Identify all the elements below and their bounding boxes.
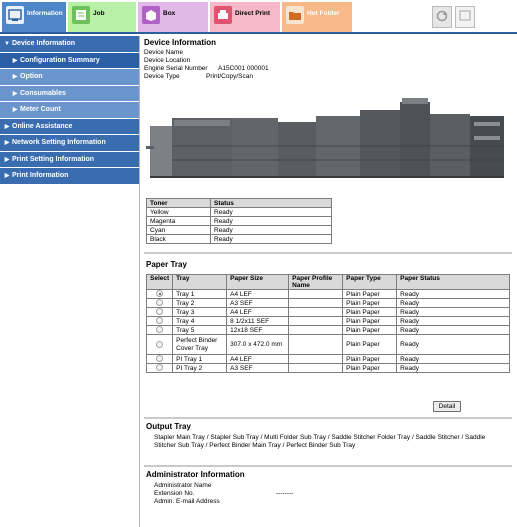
chevron-right-icon: ▶ bbox=[4, 123, 10, 130]
tray-paper-size: 8 1/2x11 SEF bbox=[227, 317, 289, 326]
tray-name: Tray 3 bbox=[173, 308, 227, 317]
extension-no-value: -------- bbox=[276, 490, 294, 497]
sidebar-item-label: Print Setting Information bbox=[12, 155, 95, 163]
tray-paper-status: Ready bbox=[397, 317, 510, 326]
tray-paper-size: A4 LEF bbox=[227, 355, 289, 364]
tray-paper-size: A3 SEF bbox=[227, 299, 289, 308]
sidebar-item-label: Device Information bbox=[12, 40, 76, 48]
help-icon bbox=[458, 9, 472, 26]
toner-color: Yellow bbox=[147, 208, 211, 217]
divider bbox=[144, 417, 512, 419]
sidebar-item-label: Print Information bbox=[12, 172, 69, 180]
table-header-row bbox=[147, 199, 332, 208]
device-info-list bbox=[144, 49, 512, 81]
table-row bbox=[147, 308, 510, 317]
tray-paper-size: 12x18 SEF bbox=[227, 326, 289, 335]
divider bbox=[144, 465, 512, 467]
sidebar-item-meter-count[interactable] bbox=[0, 102, 139, 119]
table-row bbox=[147, 235, 332, 244]
tray-paper-size: 307.0 x 472.0 mm bbox=[227, 335, 289, 355]
tab-direct-print-label: Direct Print bbox=[235, 10, 271, 17]
tray-paper-profile bbox=[289, 299, 343, 308]
tab-job-label: Job bbox=[93, 10, 105, 17]
tray-select-radio[interactable] bbox=[156, 290, 163, 297]
paper-tray-title: Paper Tray bbox=[146, 260, 187, 269]
paper-size-header: Paper Size bbox=[227, 275, 289, 290]
tab-information-label: Information bbox=[27, 10, 63, 17]
toner-table bbox=[146, 198, 332, 244]
chevron-down-icon: ▼ bbox=[4, 40, 10, 47]
device-type-key: Device Type bbox=[144, 73, 180, 80]
table-row bbox=[147, 226, 332, 235]
tray-paper-status: Ready bbox=[397, 364, 510, 373]
tray-paper-type: Plain Paper bbox=[343, 355, 397, 364]
tray-select-radio[interactable] bbox=[156, 364, 163, 371]
tab-box[interactable] bbox=[138, 2, 208, 32]
tray-paper-type: Plain Paper bbox=[343, 299, 397, 308]
toner-header: Toner bbox=[147, 199, 211, 208]
main-content bbox=[144, 38, 512, 524]
tray-paper-type: Plain Paper bbox=[343, 317, 397, 326]
toner-color: Magenta bbox=[147, 217, 211, 226]
tray-paper-type: Plain Paper bbox=[343, 326, 397, 335]
tray-paper-status: Ready bbox=[397, 335, 510, 355]
job-icon bbox=[72, 6, 90, 24]
toner-color: Cyan bbox=[147, 226, 211, 235]
tab-information[interactable] bbox=[2, 2, 66, 32]
toner-status: Ready bbox=[211, 235, 332, 244]
tray-select-radio[interactable] bbox=[156, 317, 163, 324]
tray-name: Tray 1 bbox=[173, 290, 227, 299]
tray-paper-status: Ready bbox=[397, 326, 510, 335]
table-row bbox=[147, 299, 510, 308]
admin-info-row bbox=[154, 498, 293, 506]
tray-name: PI Tray 1 bbox=[173, 355, 227, 364]
device-info-row bbox=[144, 57, 512, 65]
administrator-name-key: Administrator Name bbox=[154, 482, 212, 489]
chevron-right-icon: ▶ bbox=[12, 107, 18, 114]
chevron-right-icon: ▶ bbox=[4, 156, 10, 163]
table-row bbox=[147, 355, 510, 364]
table-row bbox=[147, 208, 332, 217]
help-button[interactable] bbox=[455, 6, 475, 28]
refresh-button[interactable] bbox=[432, 6, 452, 28]
paper-tray-table bbox=[146, 274, 510, 373]
status-header: Status bbox=[211, 199, 332, 208]
device-location-key: Device Location bbox=[144, 57, 191, 64]
detail-button[interactable]: Detail bbox=[433, 401, 461, 412]
paper-status-header: Paper Status bbox=[397, 275, 510, 290]
chevron-right-icon: ▶ bbox=[12, 57, 18, 64]
admin-info-row bbox=[154, 482, 293, 490]
tray-name: Tray 5 bbox=[173, 326, 227, 335]
page-title: Device Information bbox=[144, 38, 217, 47]
tray-name: Tray 4 bbox=[173, 317, 227, 326]
information-icon bbox=[6, 6, 24, 24]
sidebar-item-option[interactable] bbox=[0, 69, 139, 86]
tray-select-radio[interactable] bbox=[156, 308, 163, 315]
divider bbox=[144, 252, 512, 254]
tab-hot-folder[interactable] bbox=[282, 2, 352, 32]
tray-select-radio[interactable] bbox=[156, 341, 163, 348]
paper-type-header: Paper Type bbox=[343, 275, 397, 290]
device-type-value: Print/Copy/Scan bbox=[206, 73, 253, 80]
tray-paper-type: Plain Paper bbox=[343, 290, 397, 299]
tray-select-radio[interactable] bbox=[156, 299, 163, 306]
toner-status: Ready bbox=[211, 208, 332, 217]
sidebar bbox=[0, 36, 140, 527]
select-header: Select bbox=[147, 275, 173, 290]
table-row bbox=[147, 290, 510, 299]
tray-paper-profile bbox=[289, 364, 343, 373]
sidebar-item-print-information[interactable] bbox=[0, 168, 139, 185]
tray-select-radio[interactable] bbox=[156, 326, 163, 333]
extension-no-key: Extension No. bbox=[154, 490, 195, 497]
table-row bbox=[147, 217, 332, 226]
tray-paper-profile bbox=[289, 290, 343, 299]
toner-status: Ready bbox=[211, 217, 332, 226]
engine-serial-key: Engine Serial Number bbox=[144, 65, 208, 72]
engine-serial-value: A15C001 000001 bbox=[218, 65, 269, 72]
table-row bbox=[147, 317, 510, 326]
sidebar-item-label: Consumables bbox=[20, 89, 66, 97]
sidebar-item-label: Configuration Summary bbox=[20, 56, 100, 64]
tray-name: PI Tray 2 bbox=[173, 364, 227, 373]
tab-box-label: Box bbox=[163, 10, 176, 17]
tray-paper-type: Plain Paper bbox=[343, 308, 397, 317]
tray-paper-size: A4 LEF bbox=[227, 308, 289, 317]
output-tray-list: Stapler Main Tray / Stapler Sub Tray / Multi Folder Sub Tray / Saddle Stitcher Folder Tray / Saddle Stitcher / Saddle Stitcher Sub Tray / Perfect Binder Main Tray / Perfect Binder Sub Tray bbox=[154, 434, 486, 449]
tab-hot-folder-label: Hot Folder bbox=[307, 10, 340, 17]
refresh-icon bbox=[435, 9, 449, 26]
tray-paper-profile bbox=[289, 326, 343, 335]
chevron-right-icon: ▶ bbox=[4, 173, 10, 180]
top-tab-bar bbox=[0, 0, 517, 34]
tray-paper-size: A3 SEF bbox=[227, 364, 289, 373]
paper-profile-name-header: Paper Profile Name bbox=[289, 275, 343, 290]
admin-info-row bbox=[154, 490, 293, 498]
sidebar-item-label: Online Assistance bbox=[12, 122, 73, 130]
administrator-info-list bbox=[154, 482, 293, 506]
chevron-right-icon: ▶ bbox=[12, 74, 18, 81]
sidebar-item-label: Network Setting Information bbox=[12, 139, 106, 147]
tray-paper-type: Plain Paper bbox=[343, 364, 397, 373]
tray-paper-status: Ready bbox=[397, 299, 510, 308]
tray-paper-status: Ready bbox=[397, 290, 510, 299]
tray-paper-type: Plain Paper bbox=[343, 335, 397, 355]
tab-job[interactable] bbox=[68, 2, 136, 32]
box-icon bbox=[142, 6, 160, 24]
tray-paper-status: Ready bbox=[397, 355, 510, 364]
tray-paper-profile bbox=[289, 317, 343, 326]
device-info-row bbox=[144, 65, 512, 73]
tray-paper-profile bbox=[289, 355, 343, 364]
device-info-row bbox=[144, 73, 512, 81]
toner-status: Ready bbox=[211, 226, 332, 235]
tray-header: Tray bbox=[173, 275, 227, 290]
tray-paper-status: Ready bbox=[397, 308, 510, 317]
output-tray-title: Output Tray bbox=[146, 422, 191, 431]
device-name-key: Device Name bbox=[144, 49, 184, 56]
toner-color: Black bbox=[147, 235, 211, 244]
table-header-row bbox=[147, 275, 510, 290]
chevron-right-icon: ▶ bbox=[12, 90, 18, 97]
tray-select-radio[interactable] bbox=[156, 355, 163, 362]
sidebar-item-label: Option bbox=[20, 73, 43, 81]
hot-folder-icon bbox=[286, 6, 304, 24]
device-info-row bbox=[144, 49, 512, 57]
tray-name: Tray 2 bbox=[173, 299, 227, 308]
administrator-information-title: Administrator Information bbox=[146, 470, 245, 479]
tray-name: Perfect Binder Cover Tray bbox=[173, 335, 227, 355]
sidebar-item-consumables[interactable] bbox=[0, 86, 139, 103]
sidebar-item-online-assistance[interactable] bbox=[0, 119, 139, 136]
sidebar-item-label: Meter Count bbox=[20, 106, 61, 114]
sidebar-item-device-information[interactable] bbox=[0, 36, 139, 53]
sidebar-item-configuration-summary[interactable] bbox=[0, 53, 139, 70]
sidebar-item-print-setting-information[interactable] bbox=[0, 152, 139, 169]
tray-paper-profile bbox=[289, 335, 343, 355]
chevron-right-icon: ▶ bbox=[4, 140, 10, 147]
tray-paper-size: A4 LEF bbox=[227, 290, 289, 299]
table-row bbox=[147, 326, 510, 335]
tray-paper-profile bbox=[289, 308, 343, 317]
admin-email-key: Admin. E-mail Address bbox=[154, 498, 220, 505]
table-row bbox=[147, 364, 510, 373]
tab-direct-print[interactable] bbox=[210, 2, 280, 32]
direct-print-icon bbox=[214, 6, 232, 24]
table-row bbox=[147, 335, 510, 355]
sidebar-item-network-setting-information[interactable] bbox=[0, 135, 139, 152]
